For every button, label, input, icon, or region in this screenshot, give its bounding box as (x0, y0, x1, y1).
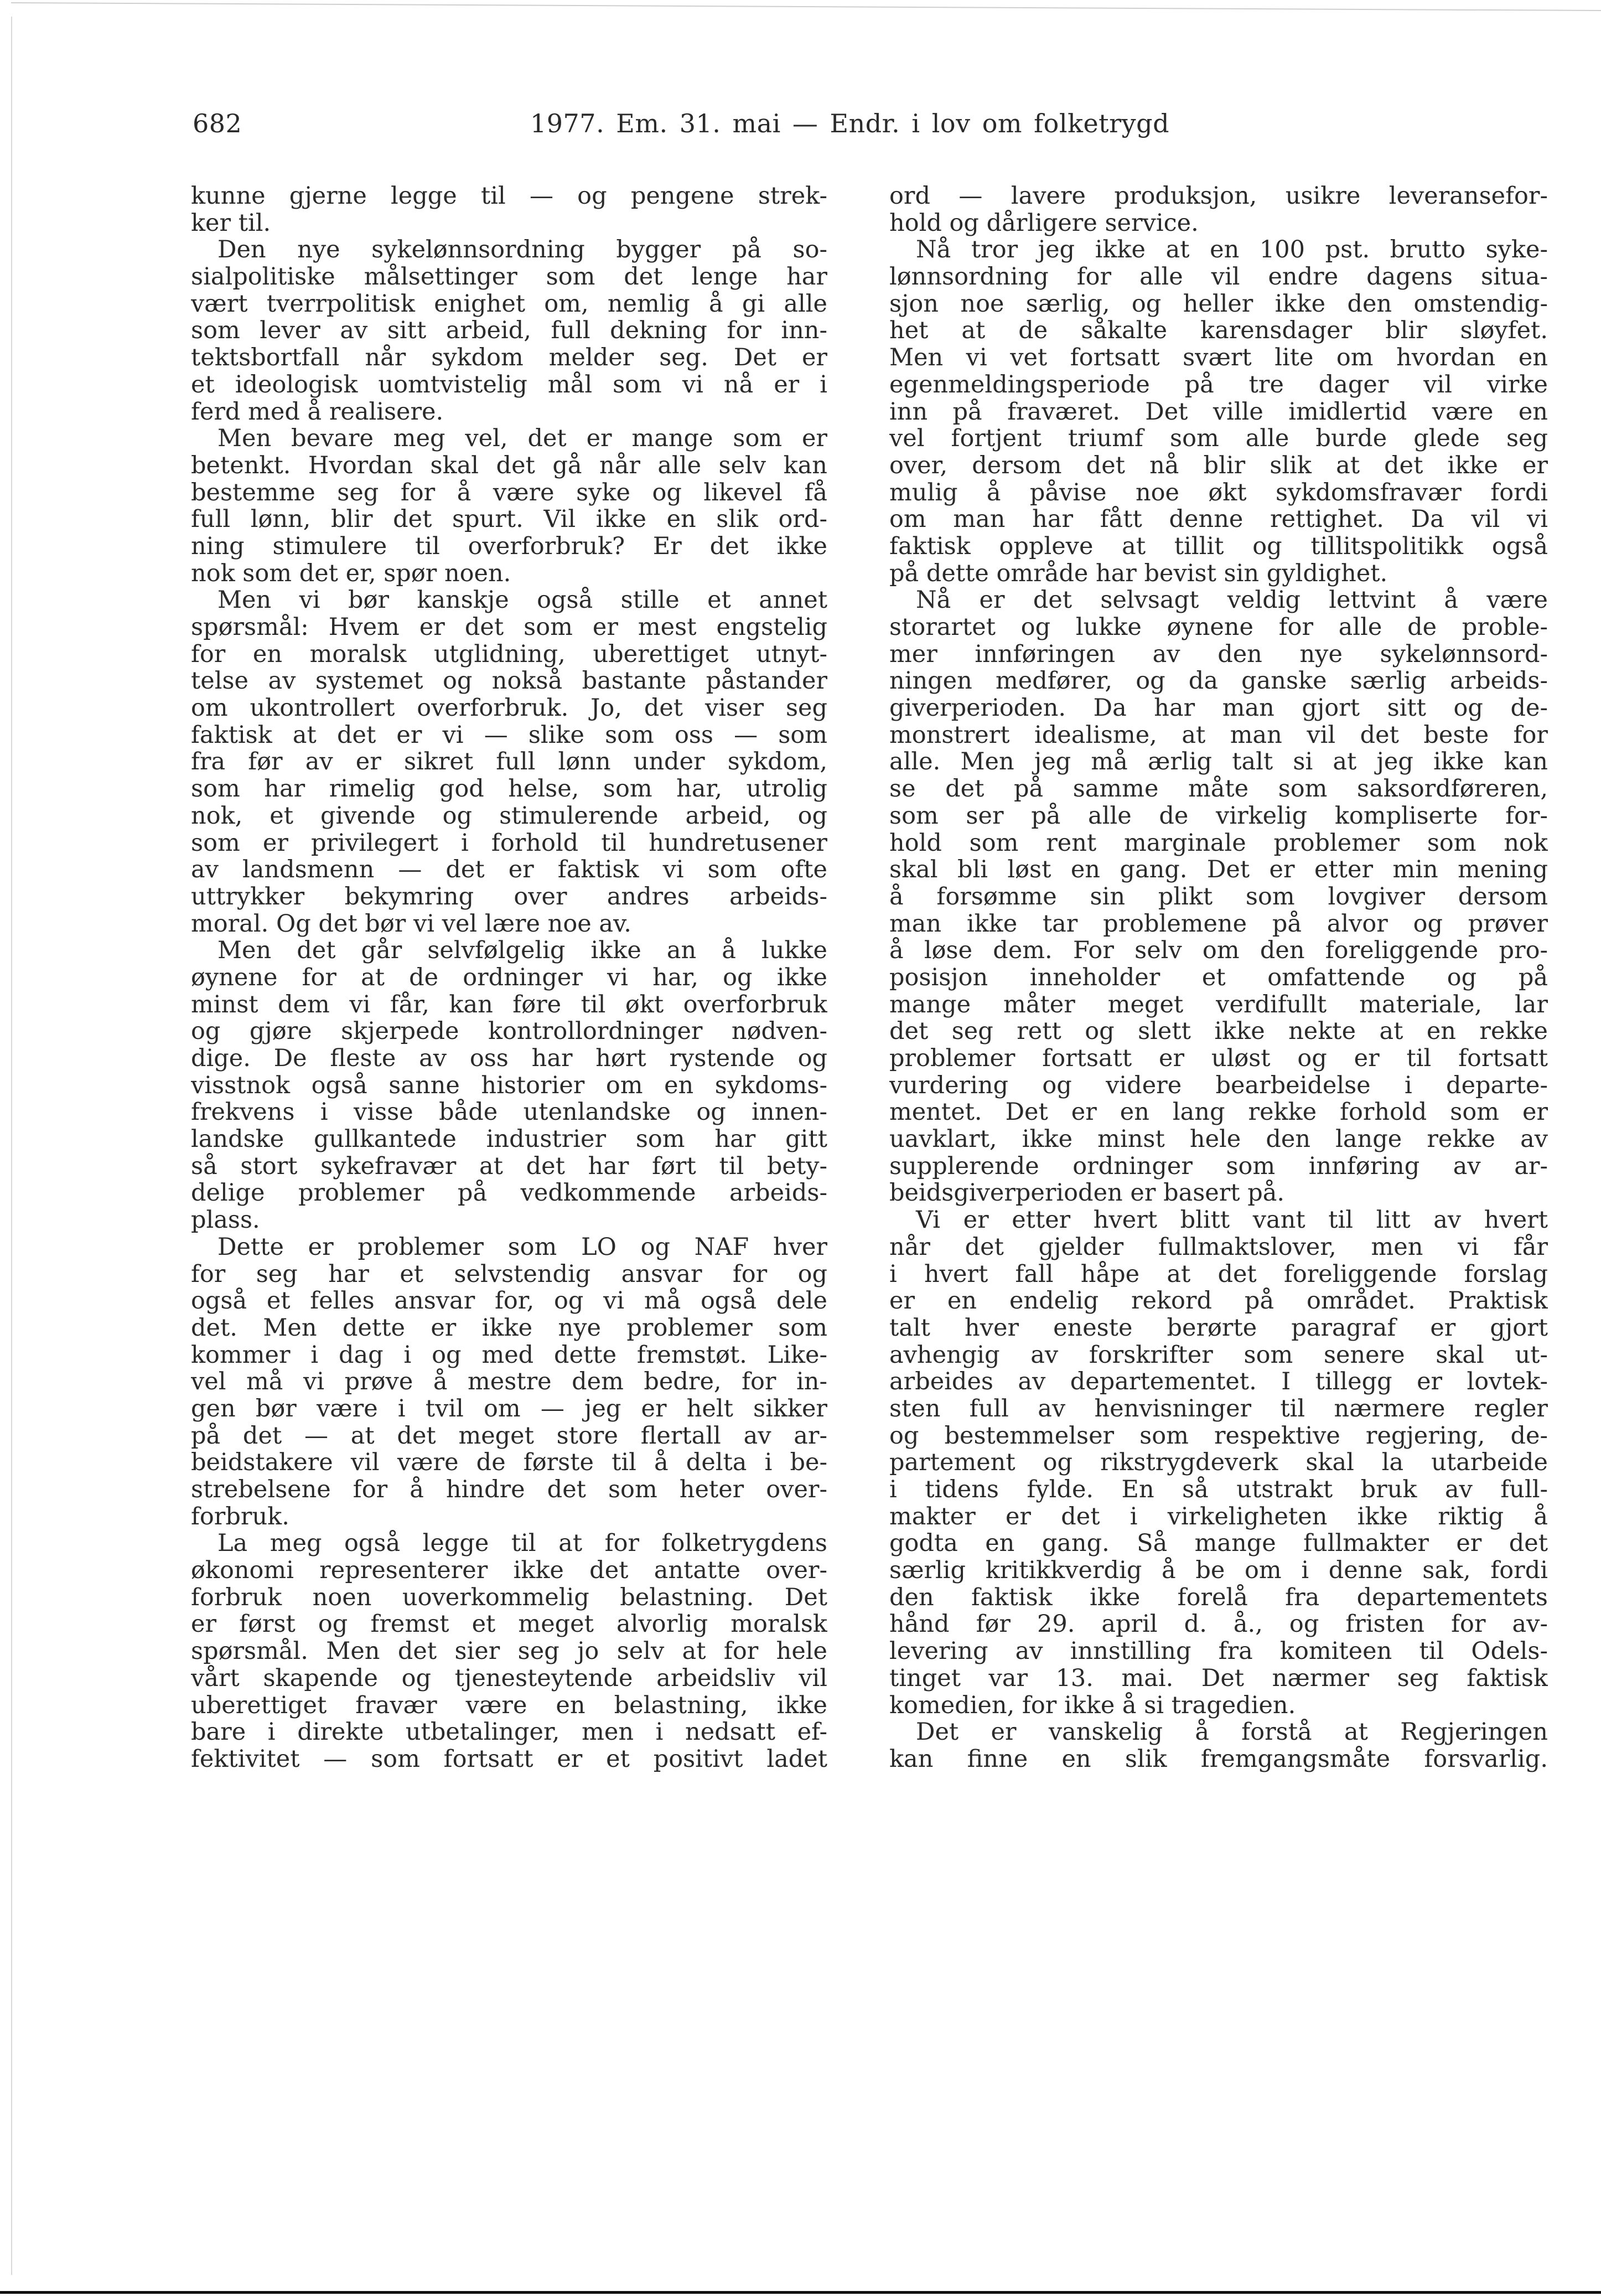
text-line: vel fortjent triumf som alle burde glede seg (889, 425, 1548, 452)
text-line: forbruk noen uoverkommelig belastning. Det (191, 1584, 827, 1611)
text-line: avhengig av forskrifter som senere skal ut- (889, 1341, 1548, 1369)
text-line: uberettiget fravær være en belastning, ikke (191, 1692, 827, 1719)
text-line: uavklart, ikke minst hele den lange rekke av (889, 1126, 1548, 1153)
text-line: hold og dårligere service. (889, 209, 1199, 237)
text-line: om man har fått denne rettighet. Da vil vi (889, 506, 1548, 533)
text-line: ningen medfører, og da ganske særlig arbeids- (889, 668, 1548, 695)
text-line: storartet og lukke øynene for alle de proble- (889, 614, 1548, 641)
text-line: full lønn, blir det spurt. Vil ikke en slik ord- (191, 506, 827, 533)
scan-edge-left (11, 17, 12, 2275)
text-line: delige problemer på vedkommende arbeids- (191, 1180, 827, 1207)
text-line: og gjøre skjerpede kontrollordninger nødven- (191, 1018, 827, 1045)
text-line: Det er vanskelig å forstå at Regjeringen (916, 1719, 1548, 1746)
text-line: telse av systemet og nokså bastante påstander (191, 668, 827, 695)
text-line: dige. De fleste av oss har hørt rystende og (191, 1045, 827, 1072)
text-line: øynene for at de ordninger vi har, og ikke (191, 964, 827, 991)
text-line: frekvens i visse både utenlandske og innen- (191, 1099, 827, 1126)
text-line: Den nye sykelønnsordning bygger på so- (217, 236, 827, 264)
text-line: landske gullkantede industrier som har gitt (191, 1126, 827, 1153)
text-line: arbeides av departementet. I tillegg er lovtek- (889, 1368, 1548, 1395)
text-line: på det — at det meget store flertall av ar- (191, 1422, 827, 1450)
page-number: 682 (193, 108, 242, 138)
text-line: Men vi bør kanskje også stille et annet (217, 587, 827, 614)
text-line: beidsgiverperioden er basert på. (889, 1180, 1285, 1207)
text-line: et ideologisk uomtvistelig mål som vi nå er i (191, 371, 827, 399)
text-line: å forsømme sin plikt som lovgiver dersom (889, 883, 1548, 911)
text-line: tektsbortfall når sykdom melder seg. Det er (191, 344, 827, 371)
text-line: Men bevare meg vel, det er mange som er (217, 425, 827, 452)
text-line: Dette er problemer som LO og NAF hver (217, 1233, 827, 1261)
text-line: beidstakere vil være de første til å delta i be- (191, 1449, 827, 1476)
text-line: posisjon inneholder et omfattende og på (889, 964, 1548, 991)
text-line: fra før av er sikret full lønn under sykdom, (191, 748, 827, 776)
text-line: Nå er det selvsagt veldig lettvint å være (916, 587, 1548, 614)
text-line: partement og rikstrygdeverk skal la utarbeide (889, 1449, 1548, 1476)
text-line: uttrykker bekymring over andres arbeids- (191, 883, 827, 911)
text-line: for en moralsk utglidning, uberettiget utnyt- (191, 640, 827, 668)
text-line: som er privilegert i forhold til hundretusener (191, 829, 827, 857)
text-line: se det på samme måte som saksordføreren, (889, 775, 1548, 803)
text-line: tinget var 13. mai. Det nærmer seg faktisk (889, 1664, 1548, 1692)
text-line: som lever av sitt arbeid, full dekning for inn- (191, 317, 827, 345)
text-line: vel må vi prøve å mestre dem bedre, for in- (191, 1368, 827, 1395)
text-line: mange måter meget verdifullt materiale, lar (889, 991, 1548, 1018)
text-line: levering av innstilling fra komiteen til Odels- (889, 1638, 1548, 1665)
text-line: Men det går selvfølgelig ikke an å lukke (217, 937, 827, 964)
right-column (889, 183, 1548, 1773)
text-line: lønnsordning for alle vil endre dagens situa- (889, 263, 1548, 291)
left-column (191, 183, 827, 1773)
text-line: ferd med å realisere. (191, 398, 444, 426)
text-line: inn på fraværet. Det ville imidlertid være en (889, 398, 1548, 426)
text-line: egenmeldingsperiode på tre dager vil virke (889, 371, 1548, 399)
text-line: betenkt. Hvordan skal det gå når alle selv kan (191, 452, 827, 479)
text-line: faktisk at det er vi — slike som oss — som (191, 721, 827, 749)
text-line: faktisk oppleve at tillit og tillitspolitikk også (889, 532, 1548, 560)
text-line: bestemme seg for å være syke og likevel få (191, 479, 827, 506)
text-line: så stort sykefravær at det har ført til bety- (191, 1152, 827, 1180)
text-line: Men vi vet fortsatt svært lite om hvordan en (889, 344, 1548, 371)
text-line: godta en gang. Så mange fullmakter er det (889, 1530, 1548, 1558)
text-line: over, dersom det nå blir slik at det ikke er (889, 452, 1548, 479)
text-line: om ukontrollert overforbruk. Jo, det viser seg (191, 695, 827, 722)
text-line: som ser på alle de virkelig kompliserte for- (889, 802, 1548, 830)
text-line: nok, et givende og stimulerende arbeid, og (191, 802, 827, 830)
text-line: den faktisk ikke forelå fra departementets (889, 1584, 1548, 1611)
text-line: strebelsene for å hindre det som heter over- (191, 1476, 827, 1503)
text-line: mer innføringen av den nye sykelønnsord- (889, 640, 1548, 668)
text-line: Vi er etter hvert blitt vant til litt av hvert (916, 1207, 1548, 1234)
scan-edge-top (11, 2, 1601, 11)
text-line: alle. Men jeg må ærlig talt si at jeg ikke kan (889, 748, 1548, 776)
text-line: spørsmål: Hvem er det som er mest engstelig (191, 614, 827, 641)
text-line: ker til. (191, 209, 271, 237)
text-line: supplerende ordninger som innføring av ar- (889, 1152, 1548, 1180)
text-line: vårt skapende og tjenesteytende arbeidsliv vil (191, 1664, 827, 1692)
text-line: ord — lavere produksjon, usikre leveransefor- (889, 183, 1548, 210)
text-line: vært tverrpolitisk enighet om, nemlig å gi alle (191, 290, 827, 318)
text-line: å løse dem. For selv om den foreliggende pro- (889, 937, 1548, 964)
text-line: økonomi representerer ikke det antatte over- (191, 1557, 827, 1584)
text-line: man ikke tar problemene på alvor og prøver (889, 910, 1548, 938)
text-line: også et felles ansvar for, og vi må også dele (191, 1287, 827, 1315)
text-line: på dette område har bevist sin gyldighet. (889, 560, 1388, 587)
text-line: hånd før 29. april d. å., og fristen for av- (889, 1611, 1548, 1638)
text-line: La meg også legge til at for folketrygdens (217, 1530, 827, 1558)
text-line: i tidens fylde. En så utstrakt bruk av full- (889, 1476, 1548, 1503)
text-line: bare i direkte utbetalinger, men i nedsatt ef- (191, 1719, 827, 1746)
text-line: det. Men dette er ikke nye problemer som (191, 1314, 827, 1342)
text-line: problemer fortsatt er uløst og er til fortsatt (889, 1045, 1548, 1072)
text-line: skal bli løst en gang. Det er etter min mening (889, 856, 1548, 883)
text-line: særlig kritikkverdig å be om i denne sak, fordi (889, 1557, 1548, 1584)
text-line: Nå tror jeg ikke at en 100 pst. brutto syke- (916, 236, 1548, 264)
text-line: visstnok også sanne historier om en sykdoms- (191, 1072, 827, 1099)
text-line: når det gjelder fullmaktslover, men vi får (889, 1233, 1548, 1261)
text-line: og bestemmelser som respektive regjering, de- (889, 1422, 1548, 1450)
running-title: 1977. Em. 31. mai — Endr. i lov om folketrygd (530, 108, 1170, 138)
text-line: sialpolitiske målsettinger som det lenge har (191, 263, 827, 291)
text-line: talt hver eneste berørte paragraf er gjort (889, 1314, 1548, 1342)
text-line: mentet. Det er en lang rekke forhold som er (889, 1099, 1548, 1126)
text-line: vurdering og videre bearbeidelse i departe- (889, 1072, 1548, 1099)
text-line: kommer i dag i og med dette fremstøt. Like- (191, 1341, 827, 1369)
text-line: forbruk. (191, 1503, 289, 1530)
text-line: moral. Og det bør vi vel lære noe av. (191, 910, 631, 938)
text-line: nok som det er, spør noen. (191, 560, 511, 587)
running-head (0, 108, 1601, 142)
text-line: det seg rett og slett ikke nekte at en rekke (889, 1018, 1548, 1045)
scan-edge-bottom (0, 2291, 1601, 2294)
text-line: kunne gjerne legge til — og pengene strek- (191, 183, 827, 210)
text-line: i hvert fall håpe at det foreliggende forslag (889, 1260, 1548, 1288)
text-line: som har rimelig god helse, som har, utrolig (191, 775, 827, 803)
text-line: fektivitet — som fortsatt er et positivt ladet (191, 1745, 827, 1773)
text-line: for seg har et selvstendig ansvar for og (191, 1260, 827, 1288)
text-line: komedien, for ikke å si tragedien. (889, 1692, 1296, 1719)
text-line: sjon noe særlig, og heller ikke den omstendig- (889, 290, 1548, 318)
text-line: spørsmål. Men det sier seg jo selv at for hele (191, 1638, 827, 1665)
text-line: er en endelig rekord på området. Praktisk (889, 1287, 1548, 1315)
text-line: giverperioden. Da har man gjort sitt og de- (889, 695, 1548, 722)
text-line: av landsmenn — det er faktisk vi som ofte (191, 856, 827, 883)
text-line: kan finne en slik fremgangsmåte forsvarlig. (889, 1745, 1548, 1773)
text-line: het at de såkalte karensdager blir sløyfet. (889, 317, 1548, 345)
text-line: plass. (191, 1207, 260, 1234)
text-line: minst dem vi får, kan føre til økt overforbruk (191, 991, 827, 1018)
text-line: mulig å påvise noe økt sykdomsfravær fordi (889, 479, 1548, 506)
text-line: gen bør være i tvil om — jeg er helt sikker (191, 1395, 827, 1423)
text-line: sten full av henvisninger til nærmere regler (889, 1395, 1548, 1423)
text-line: hold som rent marginale problemer som nok (889, 829, 1548, 857)
text-line: monstrert idealisme, at man vil det beste for (889, 721, 1548, 749)
text-line: makter er det i virkeligheten ikke riktig å (889, 1503, 1548, 1530)
text-line: ning stimulere til overforbruk? Er det ikke (191, 532, 827, 560)
text-line: er først og fremst et meget alvorlig moralsk (191, 1611, 827, 1638)
